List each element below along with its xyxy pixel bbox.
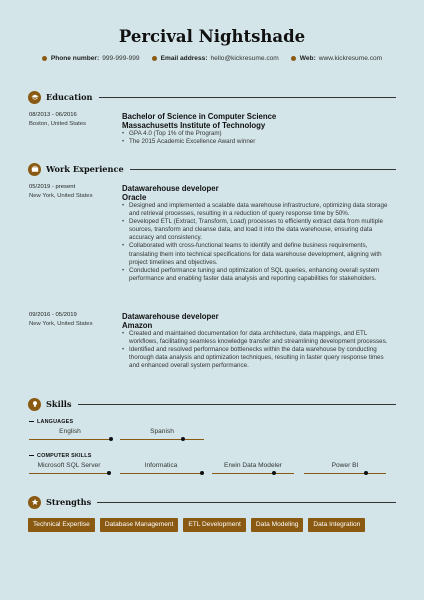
entry-title: Datawarehouse developer <box>122 312 219 321</box>
contact-bar <box>0 55 424 62</box>
entry-main <box>122 184 395 283</box>
list-item: • Created and maintained documentation for data architecture, data mappings, and ETL workflows, facilitating seamless knowledge transfer and streamlining development processes. <box>122 330 395 346</box>
strength-tag: ETL Development <box>183 518 246 532</box>
section-divider <box>78 404 396 405</box>
skill-level-marker <box>107 471 111 475</box>
bullet-dot-icon <box>152 56 157 61</box>
section-experience <box>28 162 396 176</box>
lightbulb-icon <box>28 398 41 411</box>
entry-date: 05/2019 - present <box>29 184 76 190</box>
candidate-name: Percival Nightshade <box>118 27 306 46</box>
skill-mssql <box>29 462 109 474</box>
list-item: • Collaborated with cross-functional teams to identify and define business requirements, translating them into technical specifications for data warehouse development, aligning with project timelines and objectives. <box>122 242 395 266</box>
strengths-tags <box>28 518 365 532</box>
entry-org: Massachusetts Institute of Technology <box>122 121 266 130</box>
briefcase-icon <box>28 163 41 176</box>
skill-name: Informatica <box>144 462 178 469</box>
list-item: • Designed and implemented a scalable data warehouse infrastructure, optimizing data storage and retrieval processes, resulting in a reduction of query response time by 50%. <box>122 202 395 218</box>
skill-bar <box>120 473 202 474</box>
skill-level-marker <box>272 471 276 475</box>
section-skills <box>28 397 396 411</box>
skills-languages-label <box>29 419 73 425</box>
list-item: • The 2015 Academic Excellence Award winner <box>122 138 395 146</box>
list-item: • GPA 4.0 (Top 1% of the Program) <box>122 130 395 138</box>
section-strengths <box>28 495 396 509</box>
entry-location: Boston, United States <box>29 121 86 127</box>
entry-org: Amazon <box>122 321 153 330</box>
entry-date: 09/2016 - 05/2019 <box>29 312 77 318</box>
skill-level-marker <box>364 471 368 475</box>
list-item: • Identified and resolved performance bottlenecks within the data warehouse by conducting thorough data analysis and optimization techniques, resulting in faster query response times and enhanced overall system performance. <box>122 346 395 370</box>
section-title: Work Experience <box>46 164 124 174</box>
skills-computer-label-text: COMPUTER SKILLS <box>37 453 92 459</box>
skills-computer-label <box>29 453 92 459</box>
entry-main <box>122 112 395 146</box>
bullet-dot-icon <box>291 56 296 61</box>
section-divider <box>99 97 396 98</box>
skill-level-marker <box>109 437 113 441</box>
skill-bar <box>212 473 294 474</box>
contact-email-label: Email address: <box>160 55 208 62</box>
skill-name: English <box>59 428 81 435</box>
entry-bullets <box>122 330 395 370</box>
skill-name: Power BI <box>331 462 359 469</box>
list-item: • Developed ETL (Extract, Transform, Load) processes to efficiently extract data from multiple sources, transform and cleanse data, and load it into the data warehouse, ensuring data accuracy and consistency. <box>122 218 395 242</box>
skill-level-marker <box>181 437 185 441</box>
skill-level-marker <box>200 471 204 475</box>
contact-phone-value: 999-999-999 <box>102 55 140 62</box>
skill-bar <box>120 439 204 440</box>
entry-date: 08/2013 - 06/2016 <box>29 112 77 118</box>
section-title: Skills <box>46 399 72 409</box>
skill-bar <box>29 439 111 440</box>
skill-name: Spanish <box>150 428 174 435</box>
contact-phone <box>42 55 140 62</box>
section-title: Strengths <box>46 497 92 507</box>
skill-bar <box>304 473 386 474</box>
section-divider <box>97 502 396 503</box>
skill-erwin <box>212 462 294 474</box>
entry-org: Oracle <box>122 193 147 202</box>
entry-title: Bachelor of Science in Computer Science <box>122 112 277 121</box>
entry-location: New York, United States <box>29 321 93 327</box>
list-item: • Conducted performance tuning and optimization of SQL queries, enhancing overall system performance and enabling faster data analysis and reporting capabilities for stakeholders. <box>122 267 395 283</box>
strength-tag: Database Management <box>100 518 179 532</box>
strength-tag: Data Modeling <box>251 518 304 532</box>
contact-web <box>291 55 382 62</box>
section-title: Education <box>46 92 93 102</box>
skill-spanish <box>120 428 204 440</box>
contact-email <box>152 55 279 62</box>
skill-english <box>29 428 111 440</box>
skill-powerbi <box>304 462 386 474</box>
contact-phone-label: Phone number: <box>50 55 100 62</box>
entry-main <box>122 312 395 370</box>
contact-web-label: Web: <box>299 55 316 62</box>
bullet-dot-icon <box>42 56 47 61</box>
skill-informatica <box>120 462 202 474</box>
entry-bullets <box>122 130 395 146</box>
skill-name: Erwin Data Modeler <box>224 462 282 469</box>
strength-tag: Data Integration <box>308 518 365 532</box>
contact-web-value[interactable]: www.kickresume.com <box>318 55 383 62</box>
skill-bar <box>29 473 109 474</box>
skill-name: Microsoft SQL Server <box>37 462 101 469</box>
entry-title: Datawarehouse developer <box>122 184 219 193</box>
section-education <box>28 90 396 104</box>
graduation-cap-icon <box>28 91 41 104</box>
strength-tag: Technical Expertise <box>28 518 95 532</box>
star-icon <box>28 496 41 509</box>
skills-languages-label-text: LANGUAGES <box>37 419 74 425</box>
entry-location: New York, United States <box>29 193 93 199</box>
contact-email-value[interactable]: hello@kickresume.com <box>210 55 279 62</box>
entry-bullets <box>122 202 395 283</box>
section-divider <box>130 169 396 170</box>
